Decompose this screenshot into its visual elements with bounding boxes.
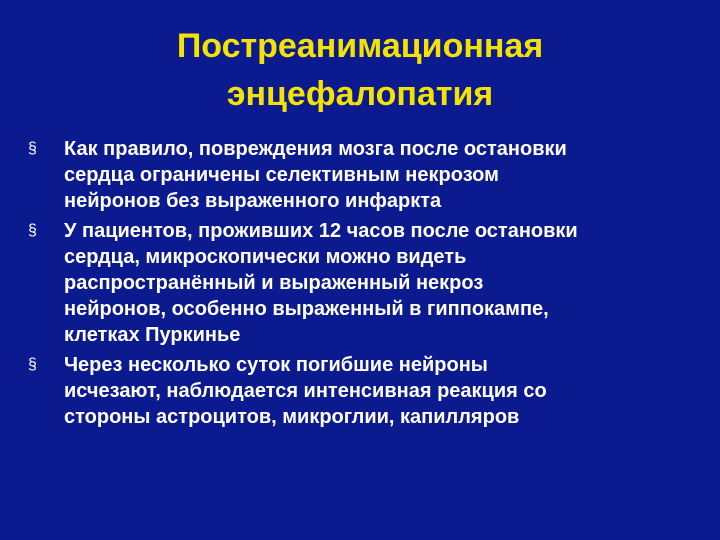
bullet-2-line-2: сердца, микроскопически можно видеть — [64, 246, 467, 268]
bullet-marker-icon: § — [28, 140, 37, 157]
bullet-item-2 — [22, 218, 702, 348]
bullet-item-3 — [22, 352, 702, 430]
bullet-list — [22, 136, 702, 434]
bullet-item-1 — [22, 136, 702, 214]
bullet-2-line-1: У пациентов, проживших 12 часов после остановки — [64, 220, 578, 242]
bullet-2-line-5: клетках Пуркинье — [64, 324, 241, 346]
bullet-1-line-1: Как правило, повреждения мозга после остановки — [64, 138, 567, 160]
slide-title — [40, 22, 680, 118]
bullet-3-line-3: стороны астроцитов, микроглии, капилляров — [64, 406, 520, 428]
bullet-3-line-2: исчезают, наблюдается интенсивная реакция со — [64, 380, 547, 402]
bullet-marker-icon: § — [28, 356, 37, 373]
bullet-1-line-2: сердца ограничены селективным некрозом — [64, 164, 499, 186]
title-line-2: энцефалопатия — [226, 75, 494, 113]
bullet-2-line-4: нейронов, особенно выраженный в гиппокампе, — [64, 298, 549, 320]
bullet-3-line-1: Через несколько суток погибшие нейроны — [64, 354, 488, 376]
title-line-1: Постреанимационная — [176, 27, 544, 65]
bullet-2-line-3: распространённый и выраженный некроз — [64, 272, 484, 294]
bullet-marker-icon: § — [28, 222, 37, 239]
bullet-1-line-3: нейронов без выраженного инфаркта — [64, 190, 442, 212]
